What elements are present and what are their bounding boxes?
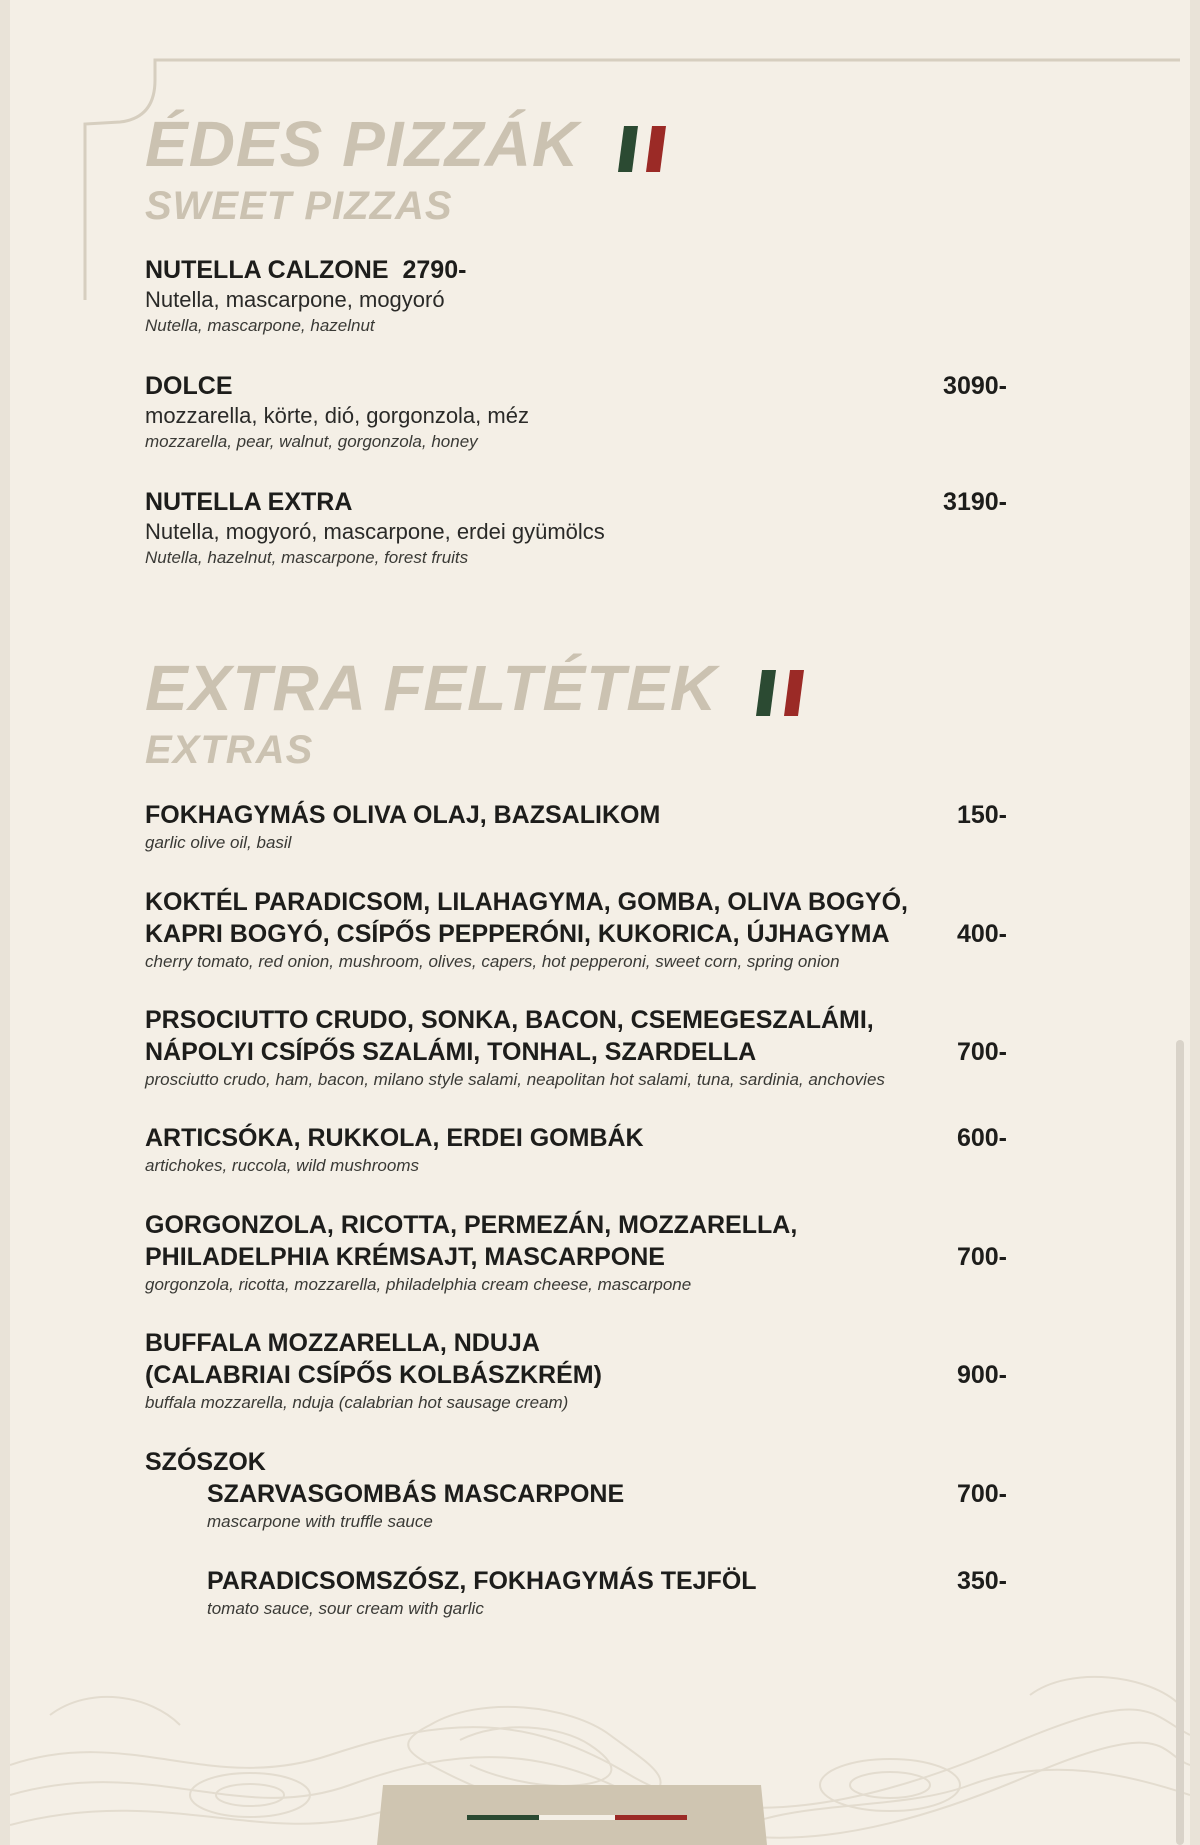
item-description: mozzarella, körte, dió, gorgonzola, méz: [145, 403, 529, 428]
extra-item-buffala: [145, 1327, 1007, 1414]
extra-item-garlic-oil: [145, 799, 1007, 854]
sweet-title-text: ÉDES PIZZÁK: [145, 108, 580, 180]
sauce-item-truffle: [207, 1478, 1007, 1533]
item-name-line2: PHILADELPHIA KRÉMSAJT, MASCARPONE: [145, 1243, 665, 1271]
item-name: SZARVASGOMBÁS MASCARPONE: [207, 1480, 625, 1508]
item-name: NUTELLA CALZONE: [145, 256, 389, 284]
item-name: NUTELLA EXTRA: [145, 488, 353, 516]
item-name-line1: KOKTÉL PARADICSOM, LILAHAGYMA, GOMBA, OLIVA BOGYÓ,: [145, 888, 908, 916]
item-name: FOKHAGYMÁS OLIVA OLAJ, BAZSALIKOM: [145, 801, 661, 829]
item-name-line1: BUFFALA MOZZARELLA, NDUJA: [145, 1329, 540, 1357]
item-description-english: mascarpone with truffle sauce: [207, 1512, 433, 1531]
bottom-tricolor-tab: [377, 1785, 767, 1845]
sauces-heading-text: SZÓSZOK: [145, 1448, 266, 1476]
menu-item-nutella-extra: [145, 486, 1007, 569]
item-price: 150-: [956, 801, 1007, 829]
item-name: PARADICSOMSZÓSZ, FOKHAGYMÁS TEJFÖL: [207, 1567, 757, 1595]
menu-item-nutella-calzone: [145, 254, 1007, 337]
extras-title-text: EXTRA FELTÉTEK: [145, 652, 718, 724]
item-description-english: buffala mozzarella, nduja (calabrian hot sausage cream): [145, 1393, 569, 1412]
item-name-line1: GORGONZOLA, RICOTTA, PERMEZÁN, MOZZARELLA,: [145, 1211, 798, 1239]
item-description-english: garlic olive oil, basil: [145, 833, 292, 852]
item-description-english: gorgonzola, ricotta, mozzarella, philadelphia cream cheese, mascarpone: [145, 1275, 692, 1294]
item-name: DOLCE: [145, 372, 233, 400]
section-title-sweet: [145, 108, 668, 180]
section-title-extras: [145, 652, 806, 724]
scrollbar[interactable]: [1176, 1040, 1184, 1845]
item-description-english: Nutella, mascarpone, hazelnut: [145, 316, 375, 335]
item-price: 350-: [956, 1567, 1007, 1595]
item-price: 900-: [956, 1361, 1007, 1389]
item-description-english: tomato sauce, sour cream with garlic: [207, 1599, 484, 1618]
item-description: Nutella, mascarpone, mogyoró: [145, 287, 445, 312]
extra-item-vegetables: [145, 886, 1007, 973]
item-description-english: prosciutto crudo, ham, bacon, milano style salami, neapolitan hot salami, tuna, sardinia, anchovies: [145, 1070, 885, 1089]
item-price: 700-: [956, 1038, 1007, 1066]
item-name: ARTICSÓKA, RUKKOLA, ERDEI GOMBÁK: [145, 1124, 644, 1152]
extra-item-cheeses: [145, 1209, 1007, 1296]
item-price: 3090-: [943, 372, 1007, 400]
item-price: 600-: [956, 1124, 1007, 1152]
item-description-english: artichokes, ruccola, wild mushrooms: [145, 1156, 419, 1175]
item-description-english: cherry tomato, red onion, mushroom, olives, capers, hot pepperoni, sweet corn, spring onion: [145, 952, 840, 971]
item-price: 3190-: [943, 488, 1007, 516]
item-name-line2: NÁPOLYI CSÍPŐS SZALÁMI, TONHAL, SZARDELLA: [145, 1038, 757, 1066]
extra-item-meats: [145, 1004, 1007, 1091]
extra-item-artichoke: [145, 1122, 1007, 1177]
item-name-line1: PRSOCIUTTO CRUDO, SONKA, BACON, CSEMEGESZALÁMI,: [145, 1006, 874, 1034]
item-price: 700-: [956, 1480, 1007, 1508]
italian-flag-icon: [756, 670, 806, 716]
menu-page: [10, 0, 1190, 1845]
item-description: Nutella, mogyoró, mascarpone, erdei gyümölcs: [145, 519, 605, 544]
italian-flag-icon: [618, 126, 668, 172]
item-name-line2: KAPRI BOGYÓ, CSÍPŐS PEPPERÓNI, KUKORICA, ÚJHAGYMA: [145, 920, 890, 948]
item-name-line2: (CALABRIAI CSÍPŐS KOLBÁSZKRÉM): [145, 1361, 602, 1389]
item-description-english: Nutella, hazelnut, mascarpone, forest fruits: [145, 548, 469, 567]
item-description-english: mozzarella, pear, walnut, gorgonzola, honey: [145, 432, 478, 451]
item-price: 400-: [956, 920, 1007, 948]
section-subtitle-sweet: SWEET PIZZAS: [145, 184, 453, 228]
item-price: 2790-: [402, 256, 467, 284]
menu-item-dolce: [145, 370, 1007, 453]
section-subtitle-extras: EXTRAS: [145, 728, 314, 772]
sauces-heading: [145, 1446, 1007, 1478]
item-price: 700-: [956, 1243, 1007, 1271]
